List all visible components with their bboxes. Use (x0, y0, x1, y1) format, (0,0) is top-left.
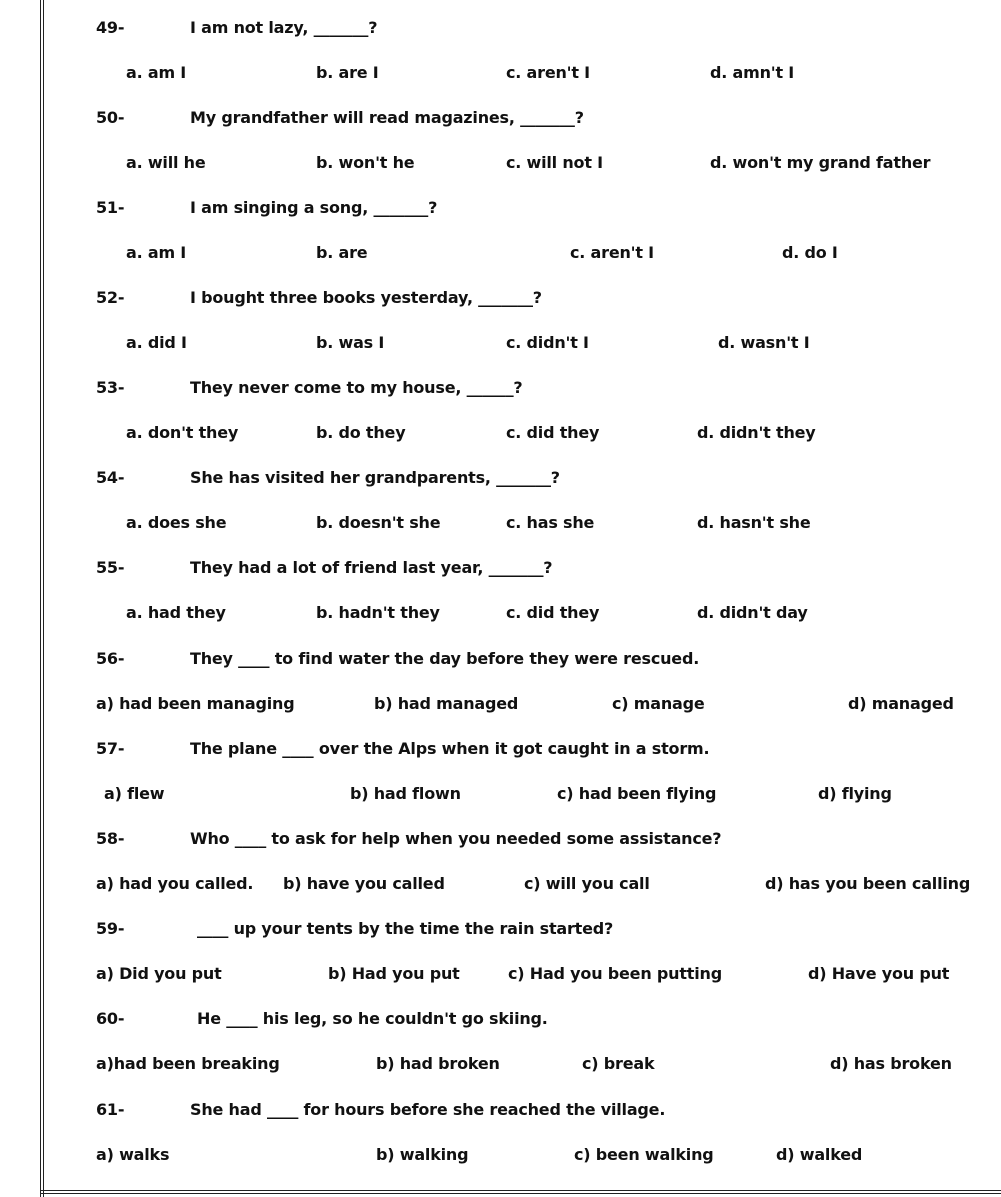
option-d: d. amn't I (710, 63, 795, 82)
options-row (0, 421, 1001, 445)
question-text: They ____ to find water the day before they were rescued. (190, 649, 700, 668)
question-stem-row (0, 106, 1001, 130)
option-a: a. am I (126, 243, 187, 262)
option-c: c. didn't I (506, 333, 589, 352)
option-d: d. do I (782, 243, 838, 262)
question-number: 60- (96, 1009, 125, 1028)
option-a: a. does she (126, 513, 227, 532)
question-text: ____ up your tents by the time the rain started? (197, 919, 614, 938)
option-c: c) break (582, 1054, 655, 1073)
option-d: d. won't my grand father (710, 153, 931, 172)
options-row (0, 1052, 1001, 1076)
question-number: 49- (96, 18, 125, 37)
option-c: c) been walking (574, 1145, 714, 1164)
question-stem-row (0, 827, 1001, 851)
option-c: c. did they (506, 603, 600, 622)
option-d: d. hasn't she (697, 513, 811, 532)
option-c: c. has she (506, 513, 595, 532)
question-stem-row (0, 1007, 1001, 1031)
option-d: d) has you been calling (765, 874, 971, 893)
question-text: My grandfather will read magazines, _______? (190, 108, 584, 127)
option-b: b) have you called (283, 874, 445, 893)
option-b: b) had broken (376, 1054, 500, 1073)
question-text: She had ____ for hours before she reached the village. (190, 1100, 666, 1119)
question-number: 59- (96, 919, 125, 938)
question-number: 53- (96, 378, 125, 397)
question-stem-row (0, 737, 1001, 761)
question-stem-row (0, 917, 1001, 941)
question-number: 52- (96, 288, 125, 307)
question-number: 58- (96, 829, 125, 848)
option-b: b. are I (316, 63, 379, 82)
option-a: a) had been managing (96, 694, 295, 713)
option-a: a. will he (126, 153, 206, 172)
option-c: c) Had you been putting (508, 964, 722, 983)
option-a: a)had been breaking (96, 1054, 280, 1073)
question-text: They had a lot of friend last year, _______? (190, 558, 553, 577)
question-text: He ____ his leg, so he couldn't go skiing. (197, 1009, 548, 1028)
options-row (0, 692, 1001, 716)
option-c: c. did they (506, 423, 600, 442)
question-number: 54- (96, 468, 125, 487)
option-d: d. wasn't I (718, 333, 810, 352)
question-stem-row (0, 286, 1001, 310)
option-b: b) walking (376, 1145, 469, 1164)
options-row (0, 151, 1001, 175)
question-stem-row (0, 376, 1001, 400)
question-number: 57- (96, 739, 125, 758)
question-stem-row (0, 647, 1001, 671)
option-d: d) Have you put (808, 964, 950, 983)
option-a: a) Did you put (96, 964, 222, 983)
option-c: c) had been flying (557, 784, 717, 803)
options-row (0, 782, 1001, 806)
option-a: a) had you called. (96, 874, 254, 893)
options-row (0, 962, 1001, 986)
page-border-bottom (40, 1190, 1001, 1194)
options-row (0, 1143, 1001, 1167)
option-d: d) flying (818, 784, 892, 803)
question-number: 56- (96, 649, 125, 668)
option-c: c) will you call (524, 874, 650, 893)
option-b: b. do they (316, 423, 406, 442)
question-text: The plane ____ over the Alps when it got caught in a storm. (190, 739, 710, 758)
option-b: b. are (316, 243, 368, 262)
option-d: d) walked (776, 1145, 863, 1164)
option-d: d. didn't they (697, 423, 816, 442)
question-text: I bought three books yesterday, _______? (190, 288, 542, 307)
option-b: b) Had you put (328, 964, 460, 983)
option-b: b. hadn't they (316, 603, 440, 622)
option-b: b. won't he (316, 153, 415, 172)
question-stem-row (0, 16, 1001, 40)
question-stem-row (0, 556, 1001, 580)
option-a: a. don't they (126, 423, 239, 442)
option-b: b. doesn't she (316, 513, 441, 532)
option-b: b. was I (316, 333, 385, 352)
option-d: d) has broken (830, 1054, 952, 1073)
question-number: 51- (96, 198, 125, 217)
question-text: I am not lazy, _______? (190, 18, 378, 37)
option-a: a) flew (104, 784, 165, 803)
options-row (0, 601, 1001, 625)
options-row (0, 331, 1001, 355)
question-text: Who ____ to ask for help when you needed some assistance? (190, 829, 722, 848)
options-row (0, 61, 1001, 85)
question-text: She has visited her grandparents, _______? (190, 468, 560, 487)
option-c: c) manage (612, 694, 705, 713)
option-a: a. did I (126, 333, 187, 352)
option-c: c. aren't I (506, 63, 590, 82)
question-text: They never come to my house, ______? (190, 378, 523, 397)
question-number: 55- (96, 558, 125, 577)
question-text: I am singing a song, _______? (190, 198, 438, 217)
question-number: 50- (96, 108, 125, 127)
option-a: a. had they (126, 603, 226, 622)
question-stem-row (0, 196, 1001, 220)
option-a: a. am I (126, 63, 187, 82)
options-row (0, 511, 1001, 535)
option-b: b) had managed (374, 694, 519, 713)
options-row (0, 241, 1001, 265)
options-row (0, 872, 1001, 896)
option-b: b) had flown (350, 784, 461, 803)
option-a: a) walks (96, 1145, 170, 1164)
option-d: d) managed (848, 694, 954, 713)
option-c: c. will not I (506, 153, 603, 172)
question-number: 61- (96, 1100, 125, 1119)
option-c: c. aren't I (570, 243, 654, 262)
question-stem-row (0, 1098, 1001, 1122)
question-stem-row (0, 466, 1001, 490)
option-d: d. didn't day (697, 603, 808, 622)
